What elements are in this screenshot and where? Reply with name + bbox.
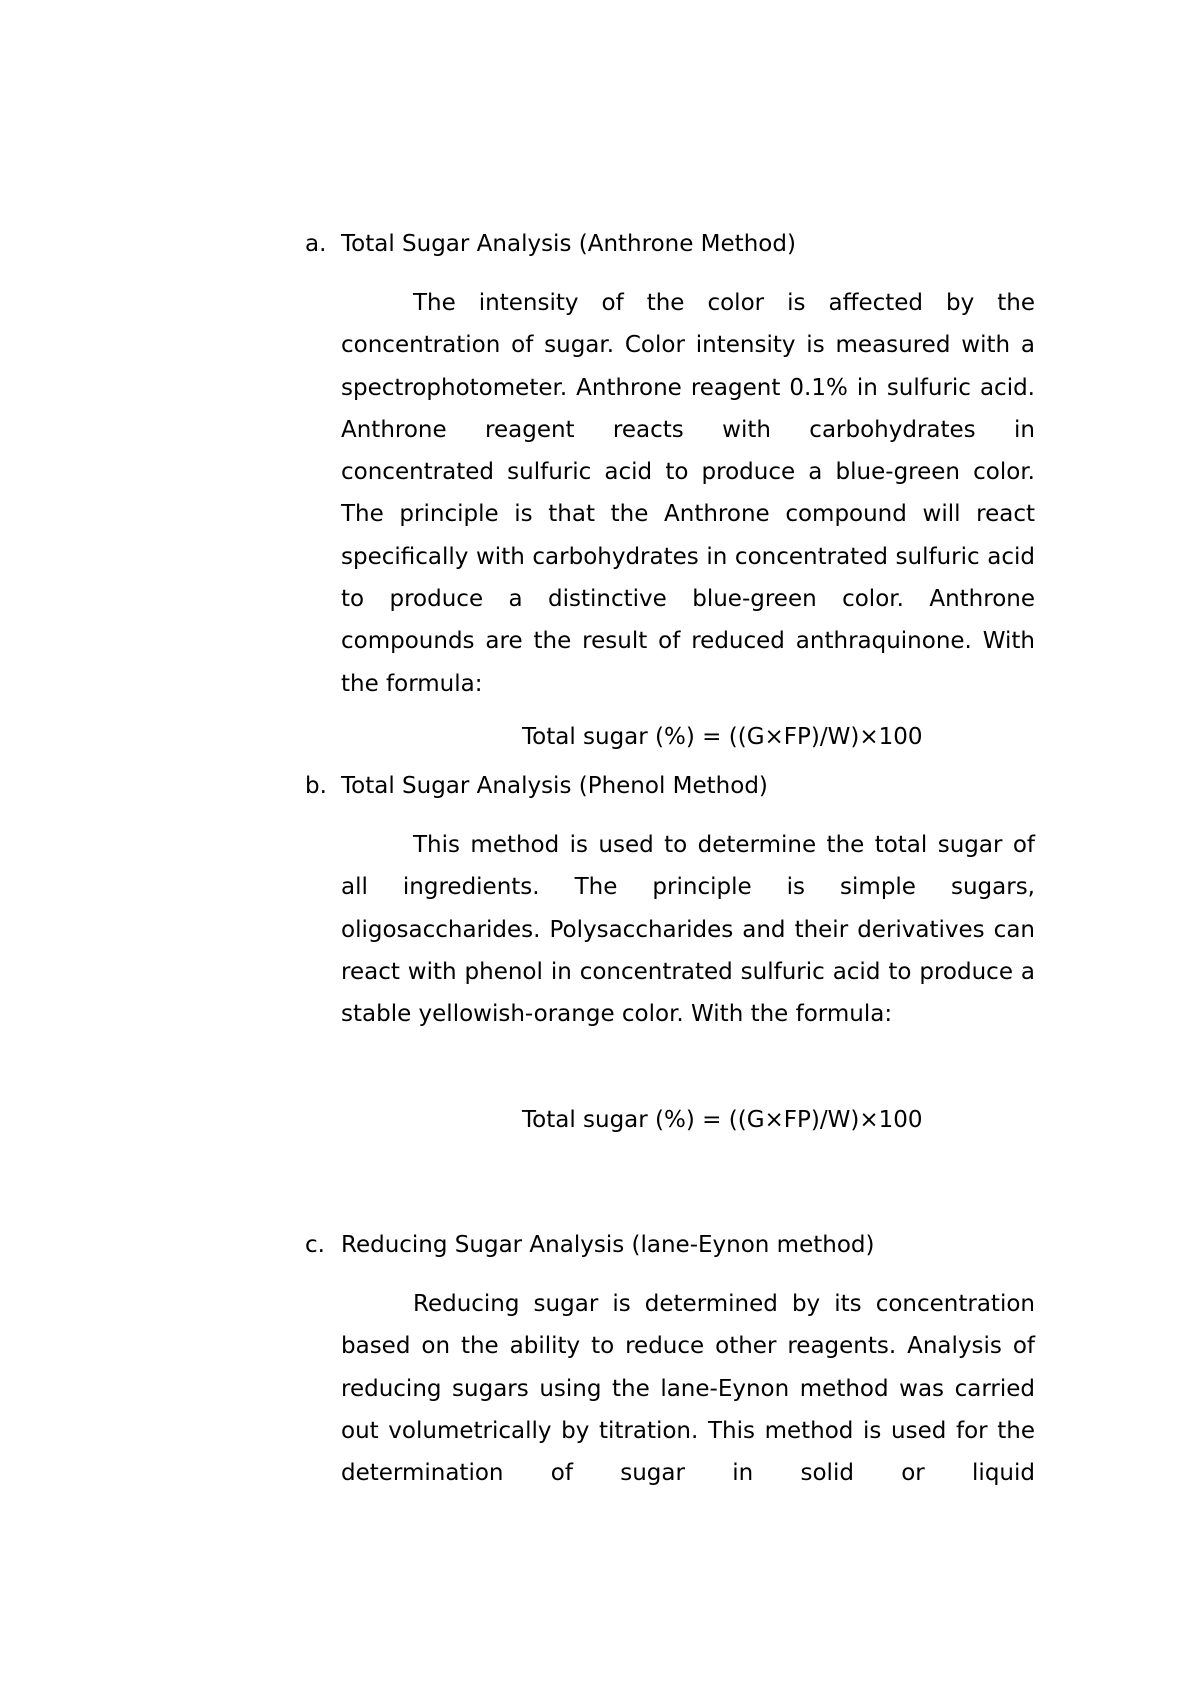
section-anthrone [305,229,1035,750]
formula: Total sugar (%) = ((G×FP)/W)×100 [522,1107,923,1133]
section-paragraph: This method is used to determine the total sugar of all ingredients. The principle is simple sugars, oligosaccharides. Polysaccharides and their derivatives can react with phenol in concentrated sulfuric acid to produce a stable yellowish-orange color. With the formula: [341,832,1035,1028]
section-phenol [305,771,1035,1133]
section-title: Total Sugar Analysis (Phenol Method) [341,773,768,799]
section-heading [305,771,1035,801]
section-title: Reducing Sugar Analysis (lane-Eynon method) [341,1232,875,1258]
list-marker: a. [305,231,327,257]
list-marker: c. [305,1232,325,1258]
section-paragraph: Reducing sugar is determined by its concentration based on the ability to reduce other reagents. Analysis of reducing sugars using the lane-Eynon method was carried out volumetrically by titration. This method is used for the determination of sugar in solid or liquid [341,1291,1035,1487]
section-title: Total Sugar Analysis (Anthrone Method) [341,231,796,257]
formula: Total sugar (%) = ((G×FP)/W)×100 [522,724,923,750]
section-paragraph: The intensity of the color is affected by the concentration of sugar. Color intensity is measured with a spectrophotometer. Anthrone reagent 0.1% in sulfuric acid. Anthrone reagent reacts with carbohydrates in concentrated sulfuric acid to produce a blue-green color. The principle is that the Anthrone compound will react specifically with carbohydrates in concentrated sulfuric acid to produce a distinctive blue-green color. Anthrone compounds are the result of reduced anthraquinone. With the formula: [341,290,1035,697]
section-lane-eynon [305,1230,1035,1494]
section-heading [305,229,1035,259]
list-marker: b. [305,773,327,799]
section-heading [305,1230,1035,1260]
